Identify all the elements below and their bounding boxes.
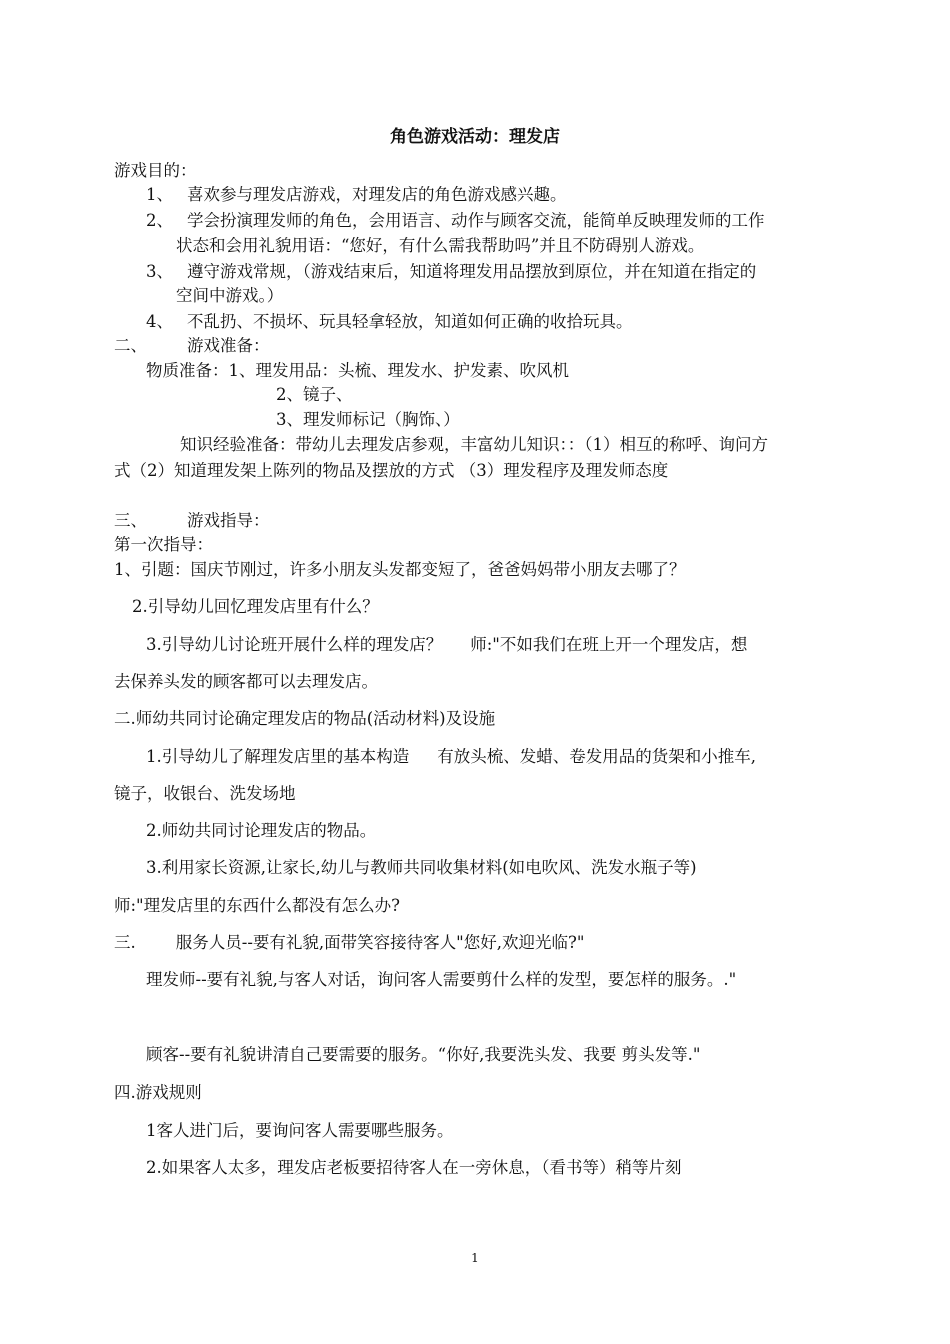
- purpose-item-2-text: 学会扮演理发师的角色，会用语言、动作与顾客交流，能简单反映理发师的工作: [187, 211, 765, 230]
- page-number: 1: [471, 1251, 479, 1265]
- guidance-step-3-question: 3.引导幼儿讨论班开展什么样的理发店？: [146, 635, 443, 654]
- document-title: 角色游戏活动：理发店: [390, 127, 560, 147]
- materials-heading: 二.师幼共同讨论确定理发店的物品(活动材料)及设施: [114, 709, 496, 728]
- guidance-title: 游戏指导：: [187, 511, 270, 530]
- knowledge-line-2: 式（2）知道理发架上陈列的物品及摆放的方式 （3）理发程序及理发师态度: [114, 461, 669, 480]
- purpose-item-3-cont: 空间中游戏。）: [176, 286, 284, 305]
- materials-item-1-a: 1.引导幼儿了解理发店里的基本构造: [146, 747, 410, 766]
- roles-customer: 顾客--要有礼貌讲清自己要需要的服务。“你好,我要洗头发、我要 剪头发等.": [146, 1045, 701, 1064]
- guidance-num: 三、: [114, 511, 147, 530]
- preparation-heading: [114, 335, 270, 357]
- guidance-step-3-teacher: 师:"不如我们在班上开一个理发店，想: [470, 635, 748, 654]
- purpose-item-1-num: 1、: [146, 185, 173, 204]
- guidance-step-3: [146, 634, 747, 656]
- roles-service-text: 服务人员--要有礼貌,面带笑容接待客人"您好,欢迎光临?": [175, 933, 585, 952]
- guidance-first: 第一次指导：: [114, 535, 213, 554]
- purpose-item-2: [146, 210, 765, 232]
- materials-item-4: 师:"理发店里的东西什么都没有怎么办?: [114, 896, 400, 915]
- rules-item-2: 2.如果客人太多，理发店老板要招待客人在一旁休息，（看书等）稍等片刻: [146, 1158, 682, 1177]
- rules-item-1: 1客人进门后，要询问客人需要哪些服务。: [146, 1121, 454, 1140]
- materials-item-1-b: 有放头梳、发蜡、卷发用品的货架和小推车,: [437, 747, 756, 766]
- purpose-item-3-text: 遵守游戏常规，（游戏结束后，知道将理发用品摆放到原位，并在知道在指定的: [187, 262, 757, 281]
- materials-item-3: 3.利用家长资源,让家长,幼儿与教师共同收集材料(如电吹风、洗发水瓶子等): [146, 858, 697, 877]
- roles-service: [114, 932, 584, 954]
- purpose-item-2-num: 2、: [146, 211, 173, 230]
- materials-item-1-cont: 镜子，收银台、洗发场地: [114, 784, 296, 803]
- roles-barber: 理发师--要有礼貌,与客人对话，询问客人需要剪什么样的发型，要怎样的服务。.": [146, 970, 737, 989]
- purpose-item-4-num: 4、: [146, 312, 173, 331]
- guidance-heading: [114, 510, 270, 532]
- preparation-num: 二、: [114, 336, 147, 355]
- preparation-title: 游戏准备：: [187, 336, 270, 355]
- purpose-item-4-text: 不乱扔、不损坏、玩具轻拿轻放，知道如何正确的收拾玩具。: [187, 312, 633, 331]
- guidance-step-3-cont: 去保养头发的顾客都可以去理发店。: [114, 672, 378, 691]
- guidance-step-1: 1、引题：国庆节刚过，许多小朋友头发都变短了，爸爸妈妈带小朋友去哪了？: [114, 560, 686, 579]
- purpose-item-3-num: 3、: [146, 262, 173, 281]
- materials-item-1: [146, 746, 756, 768]
- material-line-3: 3、理发师标记（胸饰、）: [276, 410, 460, 429]
- purpose-item-2-cont: 状态和会用礼貌用语：“您好，有什么需我帮助吗”并且不防碍别人游戏。: [176, 236, 705, 255]
- material-line-1: 物质准备：1、理发用品：头梳、理发水、护发素、吹风机: [146, 361, 569, 380]
- knowledge-line-1: 知识经验准备：带幼儿去理发店参观，丰富幼儿知识：：（1）相互的称呼、询问方: [180, 435, 768, 454]
- roles-num: 三.: [114, 933, 136, 952]
- purpose-item-1: [146, 184, 567, 206]
- material-line-2: 2、镜子、: [276, 385, 353, 404]
- purpose-item-4: [146, 311, 633, 333]
- rules-heading: 四.游戏规则: [114, 1083, 202, 1102]
- purpose-item-1-text: 喜欢参与理发店游戏，对理发店的角色游戏感兴趣。: [187, 185, 567, 204]
- purpose-item-3: [146, 261, 756, 283]
- purpose-heading: 游戏目的：: [114, 161, 197, 180]
- guidance-step-2: 2.引导幼儿回忆理发店里有什么？: [132, 597, 379, 616]
- materials-item-2: 2.师幼共同讨论理发店的物品。: [146, 821, 377, 840]
